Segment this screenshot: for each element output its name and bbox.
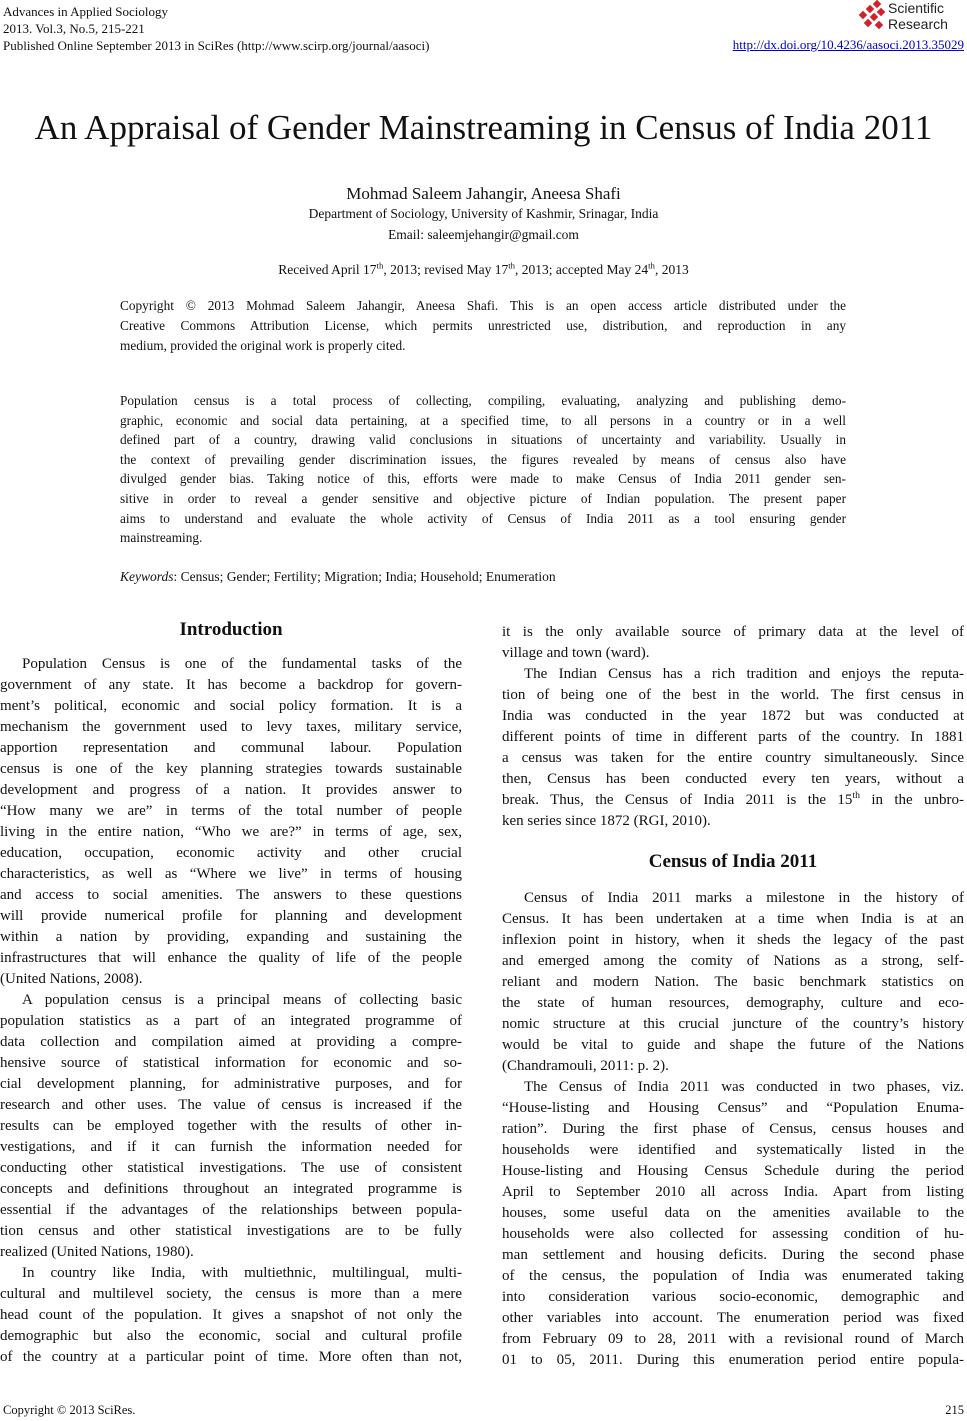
text-line: results can be employed together with the results of other in-	[0, 1118, 462, 1134]
paragraph	[502, 888, 964, 1077]
text-line: Population census is a total process of collecting, compiling, evaluating, analyzing and publishing demo-	[120, 393, 846, 408]
keywords-list: : Census; Gender; Fertility; Migration; India; Household; Enumeration	[173, 569, 556, 584]
doi-link[interactable]: http://dx.doi.org/10.4236/aasoci.2013.35029	[732, 37, 964, 52]
email: Email: saleemjehangir@gmail.com	[388, 227, 579, 242]
text-line: Census of India 2011 marks a milestone in the history of	[524, 890, 964, 906]
paragraph	[0, 990, 462, 1263]
superscript: th	[852, 790, 860, 801]
text-line: government of any state. It has become a backdrop for govern-	[0, 677, 462, 693]
scientific-research-logo	[854, 0, 964, 34]
text-line	[502, 790, 964, 811]
text-segment: break. Thus, the Census of India 2011 is the 15	[502, 792, 853, 808]
text-line: Copyright © 2013 Mohmad Saleem Jahangir, Aneesa Shafi. This is an open access article distributed under the	[120, 298, 846, 313]
paragraph	[502, 1077, 964, 1371]
left-column-body	[0, 654, 462, 1368]
text-line: In country like India, with multiethnic, multilingual, multi-	[22, 1265, 462, 1281]
text-line: data collection and compilation aimed at providing a compre-	[0, 1034, 462, 1050]
text-line: different points of time in different parts of the country. In 1881	[502, 729, 964, 745]
text-line: would be vital to guide and shape the future of the Nations	[502, 1037, 964, 1053]
diamond-cluster-icon	[854, 0, 888, 34]
text-line: (United Nations, 2008).	[0, 971, 143, 987]
text-line: A population census is a principal means of collecting basic	[22, 992, 462, 1008]
text-line: cultural and multilevel society, the census is more than a mere	[0, 1286, 462, 1302]
text-line: House-listing and Housing Census Schedule during the period	[502, 1163, 964, 1179]
text-line: then, Census has been conducted every ten years, without a	[502, 771, 964, 787]
text-line: man settlement and housing deficits. During the second phase	[502, 1247, 964, 1263]
right-column-body	[502, 622, 964, 832]
text-line: tion of being one of the best in the world. The first census in	[502, 687, 964, 703]
abstract	[120, 391, 846, 548]
text-line: living in the entire nation, “Who we are?” in terms of age, sex,	[0, 824, 462, 840]
text-line: The Indian Census has a rich tradition and enjoys the reputa-	[524, 666, 964, 682]
text-line: “House-listing and Housing Census” and “Population Enuma-	[502, 1100, 964, 1116]
text-segment: , 2013; accepted May 24	[515, 262, 649, 277]
text-line: houses, some useful data on the amenities available to the	[502, 1205, 964, 1221]
authors: Mohmad Saleem Jahangir, Aneesa Shafi	[346, 184, 621, 203]
text-line: characteristics, as well as “Where we live” in terms of housing	[0, 866, 462, 882]
keywords	[120, 567, 846, 587]
text-line: into consideration various socio-economic, demographic and	[502, 1289, 964, 1305]
text-line: The Census of India 2011 was conducted in two phases, viz.	[524, 1079, 964, 1095]
text-line: “How many we are” in terms of the total number of people	[0, 803, 462, 819]
text-line: will provide numerical profile for planning and development	[0, 908, 462, 924]
text-line: development and progress of a nation. It provides answer to	[0, 782, 462, 798]
right-column-body-2	[502, 888, 964, 1371]
text-line: mainstreaming.	[120, 530, 203, 546]
text-line: divulged gender bias. Taking notice of this, efforts were made to make Census of India 2011 gender sen-	[120, 471, 846, 487]
paragraph	[0, 1263, 462, 1368]
text-line: reliant and modern Nation. The basic benchmark statistics on	[502, 974, 964, 990]
text-line: of the census, the population of India was enumerated taking	[502, 1268, 964, 1284]
text-line: research and other uses. The value of census is increased if the	[0, 1097, 462, 1113]
text-segment: Received April 17	[278, 262, 377, 277]
text-line: essential if the advantages of the relationships between popula-	[0, 1202, 462, 1218]
text-line: vestigations, and if it can furnish the information needed for	[0, 1139, 462, 1155]
text-line: April to September 2010 all across India. Apart from listing	[502, 1184, 964, 1200]
text-line: (Chandramouli, 2011: p. 2).	[502, 1058, 669, 1074]
text-line: education, occupation, economic activity and other crucial	[0, 845, 462, 861]
page-number: 215	[945, 1403, 964, 1417]
text-line: aims to understand and evaluate the whole activity of Census of India 2011 as a tool ensuring gender	[120, 510, 846, 526]
text-line: ration”. During the first phase of Census, census houses and	[502, 1121, 964, 1137]
paragraph	[502, 664, 964, 832]
text-line: India was conducted in the year 1872 but was conducted at	[502, 708, 964, 724]
text-line: infrastructures that will enhance the quality of life of the people	[0, 950, 462, 966]
text-line: population statistics as a part of an integrated programme of	[0, 1013, 462, 1029]
text-line: and access to social amenities. The answers to these questions	[0, 887, 462, 903]
text-line: realized (United Nations, 1980).	[0, 1244, 194, 1260]
paper-title: An Appraisal of Gender Mainstreaming in Census of India 2011	[34, 108, 933, 147]
text-line: concepts and definitions throughout an integrated programme is	[0, 1181, 462, 1197]
journal-name: Advances in Applied Sociology	[3, 4, 169, 19]
text-line: tion census and other statistical investigations are to be fully	[0, 1223, 462, 1239]
paragraph	[0, 654, 462, 990]
superscript: th	[376, 260, 384, 271]
text-line: Population Census is one of the fundamental tasks of the	[22, 656, 462, 672]
text-line: the context of prevailing gender discrimination issues, the figures revealed by means of census also have	[120, 451, 846, 467]
paragraph	[502, 622, 964, 664]
section-heading-introduction: Introduction	[179, 619, 283, 640]
text-line: conducting other statistical investigations. The use of consistent	[0, 1160, 462, 1176]
text-line: households were also collected for assessing condition of hu-	[502, 1226, 964, 1242]
text-line: defined part of a country, drawing valid conclusions in situations of uncertainty and variability. Usually in	[120, 432, 846, 448]
footer-copyright: Copyright © 2013 SciRes.	[3, 1403, 136, 1417]
text-line: within a nation by providing, expanding and sustaining the	[0, 929, 462, 945]
received-dates	[0, 262, 967, 278]
text-line: ken series since 1872 (RGI, 2010).	[502, 813, 711, 829]
text-line: of the country at a particular point of time. More often than not,	[0, 1349, 462, 1365]
keywords-label: Keywords	[120, 569, 174, 584]
text-line: medium, provided the original work is properly cited.	[120, 338, 406, 353]
text-line: head count of the population. It gives a snapshot of not only the	[0, 1307, 462, 1323]
text-line: Census. It has been undertaken at a time when India is at an	[502, 911, 964, 927]
text-line: 01 to 05, 2011. During this enumeration period entire popula-	[502, 1352, 964, 1368]
text-line: Creative Commons Attribution License, which permits unrestricted use, distribution, and reproduction in any	[120, 318, 846, 333]
text-segment: , 2013	[654, 262, 689, 277]
text-line: hensive source of statistical information for economic and so-	[0, 1055, 462, 1071]
text-line: cial development planning, for administrative purposes, and for	[0, 1076, 462, 1092]
text-line: and emerged among the comity of Nations as a strong, self-	[502, 953, 964, 969]
section-heading-census-2011: Census of India 2011	[648, 851, 818, 872]
text-line: sitive in order to reveal a gender sensitive and objective picture of Indian population. The present paper	[120, 490, 846, 506]
text-line: graphic, economic and social data pertaining, at a specified time, to all persons in a country or in a well	[120, 412, 846, 428]
text-segment: , 2013; revised May 17	[383, 262, 509, 277]
text-line: village and town (ward).	[502, 645, 650, 661]
journal-volume: 2013. Vol.3, No.5, 215-221	[3, 21, 145, 36]
text-line: nomic structure at this crucial juncture of the country’s history	[502, 1016, 964, 1032]
text-line: inflexion point in history, when it sheds the legacy of the past	[502, 932, 964, 948]
text-line: the state of human resources, demography, culture and eco-	[502, 995, 964, 1011]
text-line: ment’s political, economic and social policy formation. It is a	[0, 698, 462, 714]
text-line: apportion representation and communal labour. Population	[0, 740, 462, 756]
text-line: households were identified and systematically listed in the	[502, 1142, 964, 1158]
published-online: Published Online September 2013 in SciRes (http://www.scirp.org/journal/aasoci)	[3, 38, 430, 53]
text-line: it is the only available source of primary data at the level of	[502, 624, 964, 640]
affiliation: Department of Sociology, University of Kashmir, Srinagar, India	[308, 206, 659, 221]
logo-word-2: Research	[888, 16, 948, 32]
text-line: a census was taken for the entire country simultaneously. Since	[502, 750, 964, 766]
superscript: th	[648, 260, 655, 271]
text-line: census is one of the key planning strategies towards sustainable	[0, 761, 462, 777]
text-line: other variables into account. The enumeration period was fixed	[502, 1310, 964, 1326]
superscript: th	[508, 260, 516, 271]
text-line: mechanism the government used to levy taxes, military service,	[0, 719, 462, 735]
journal-header	[3, 3, 429, 54]
copyright-notice	[120, 296, 846, 356]
text-line: demographic but also the economic, social and cultural profile	[0, 1328, 462, 1344]
text-segment: in the unbro-	[859, 792, 964, 808]
text-line: from February 09 to 28, 2011 with a revisional round of March	[502, 1331, 964, 1347]
logo-word-1: Scientific	[888, 0, 945, 16]
